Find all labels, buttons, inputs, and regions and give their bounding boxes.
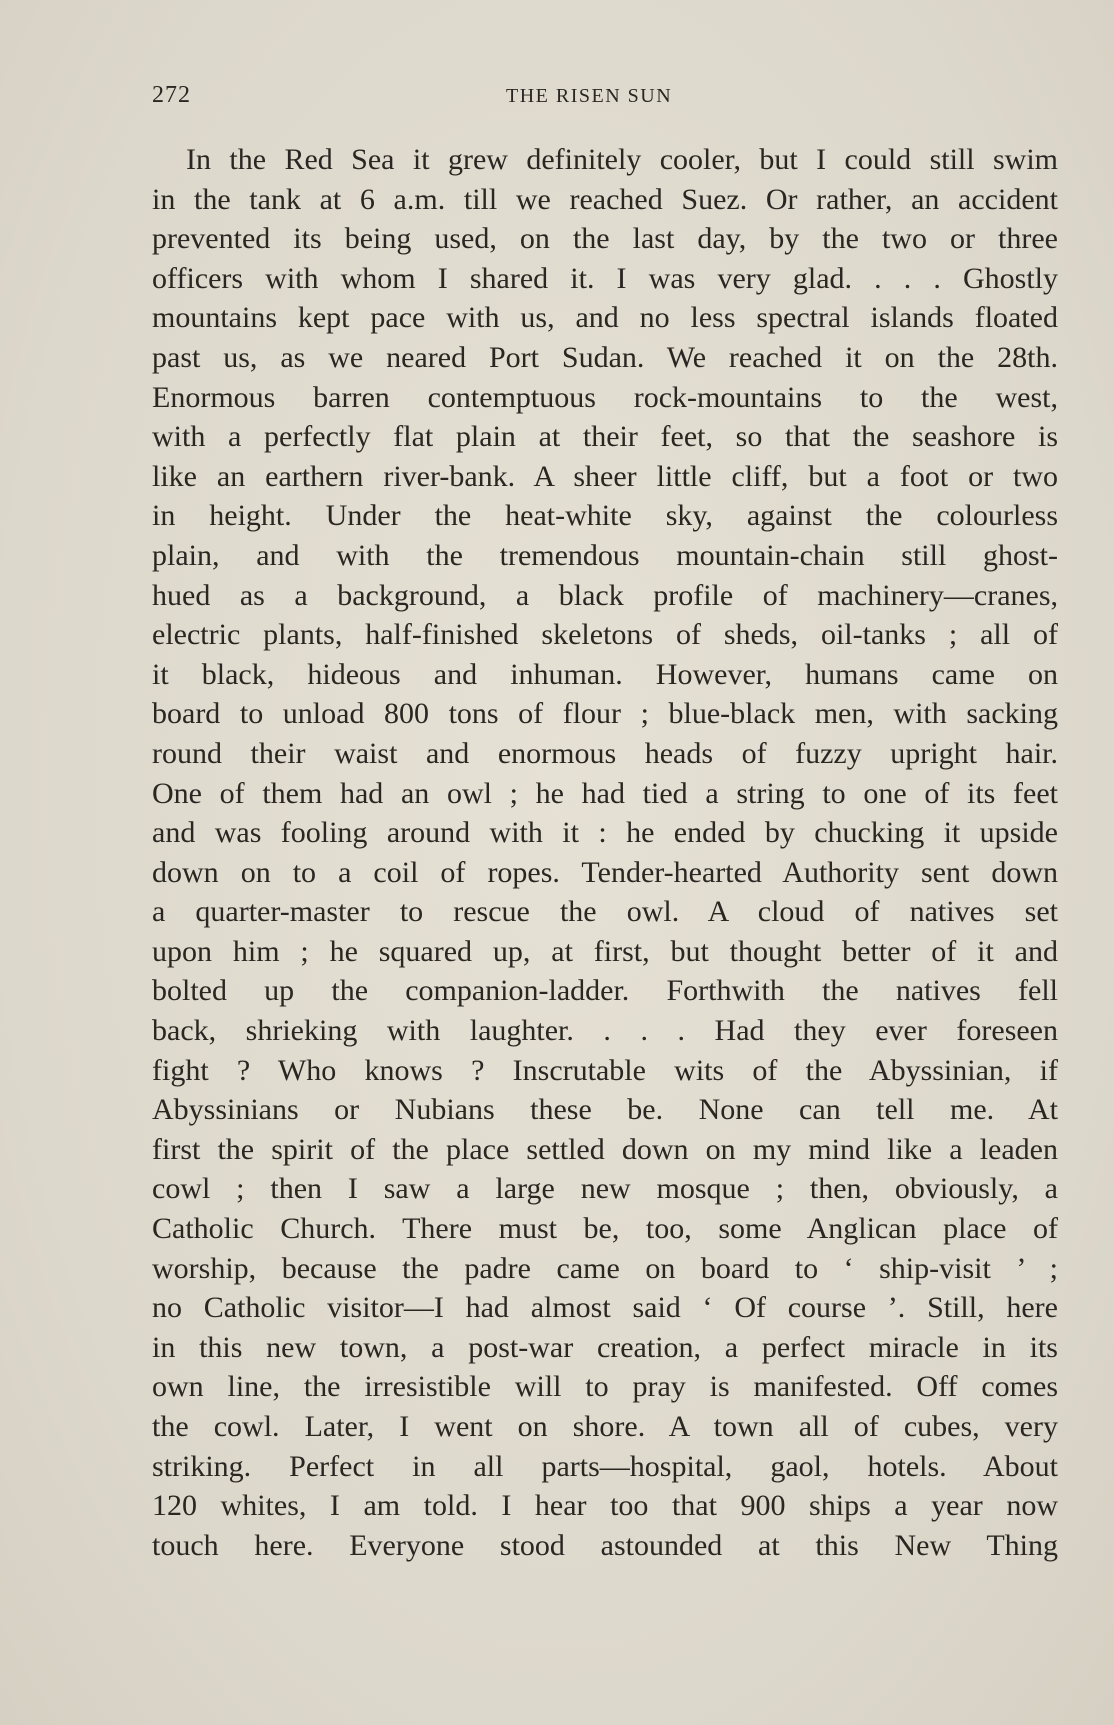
text-line: striking. Perfect in all parts—hospital, gaol, hotels. About xyxy=(152,1449,1058,1483)
text-line: in height. Under the heat-white sky, against the colourless xyxy=(152,499,1058,533)
text-line: fight ? Who knows ? Inscrutable wits of the Abyssinian, if xyxy=(152,1053,1058,1087)
text-line: it black, hideous and inhuman. However, humans came on xyxy=(152,657,1058,691)
text-line: upon him ; he squared up, at first, but thought better of it and xyxy=(152,934,1058,968)
text-line: Abyssinians or Nubians these be. None can tell me. At xyxy=(152,1093,1058,1127)
text-line: Enormous barren contemptuous rock-mountains to the west, xyxy=(152,380,1058,414)
text-line: worship, because the padre came on board to ‘ ship-visit ’ ; xyxy=(152,1251,1058,1285)
body-paragraph xyxy=(152,140,1058,1565)
text-line: touch here. Everyone stood astounded at this New Thing xyxy=(152,1528,1058,1562)
text-line: first the spirit of the place settled down on my mind like a leaden xyxy=(152,1132,1058,1166)
text-line: in this new town, a post-war creation, a perfect miracle in its xyxy=(152,1330,1058,1364)
text-line: mountains kept pace with us, and no less spectral islands floated xyxy=(152,301,1058,335)
text-line: board to unload 800 tons of flour ; blue-black men, with sacking xyxy=(152,697,1058,731)
text-line: in the tank at 6 a.m. till we reached Suez. Or rather, an accident xyxy=(152,182,1058,216)
text-line: like an earthern river-bank. A sheer little cliff, but a foot or two xyxy=(152,459,1058,493)
text-line: back, shrieking with laughter. . . . Had they ever foreseen xyxy=(152,1014,1058,1048)
text-line: and was fooling around with it : he ended by chucking it upside xyxy=(152,816,1058,850)
text-line: In the Red Sea it grew definitely cooler, but I could still swim xyxy=(186,143,1058,176)
running-head xyxy=(152,82,1058,112)
text-line: prevented its being used, on the last day, by the two or three xyxy=(152,222,1058,256)
text-line: round their waist and enormous heads of fuzzy upright hair. xyxy=(152,736,1058,770)
text-line: the cowl. Later, I went on shore. A town all of cubes, very xyxy=(152,1410,1058,1443)
text-line: officers with whom I shared it. I was very glad. . . . Ghostly xyxy=(152,261,1058,295)
text-line: 120 whites, I am told. I hear too that 900 ships a year now xyxy=(152,1489,1058,1523)
text-line: own line, the irresistible will to pray is manifested. Off comes xyxy=(152,1370,1058,1404)
text-line: hued as a background, a black profile of machinery—cranes, xyxy=(152,578,1058,612)
text-line: a quarter-master to rescue the owl. A cloud of natives set xyxy=(152,895,1058,929)
text-line: no Catholic visitor—I had almost said ‘ Of course ’. Still, here xyxy=(152,1291,1058,1325)
text-line: bolted up the companion-ladder. Forthwith the natives fell xyxy=(152,974,1058,1008)
text-line: down on to a coil of ropes. Tender-hearted Authority sent down xyxy=(152,855,1058,889)
text-line: Catholic Church. There must be, too, some Anglican place of xyxy=(152,1212,1058,1246)
text-line: plain, and with the tremendous mountain-chain still ghost- xyxy=(152,538,1058,572)
text-line: One of them had an owl ; he had tied a string to one of its feet xyxy=(152,776,1058,810)
page-number: 272 xyxy=(152,82,191,108)
text-line: past us, as we neared Port Sudan. We reached it on the 28th. xyxy=(152,340,1058,374)
text-line: with a perfectly flat plain at their feet, so that the seashore is xyxy=(152,420,1058,454)
running-title: THE RISEN SUN xyxy=(506,85,673,107)
text-line: cowl ; then I saw a large new mosque ; then, obviously, a xyxy=(152,1172,1058,1206)
text-line: electric plants, half-finished skeletons of sheds, oil-tanks ; all of xyxy=(152,618,1058,652)
